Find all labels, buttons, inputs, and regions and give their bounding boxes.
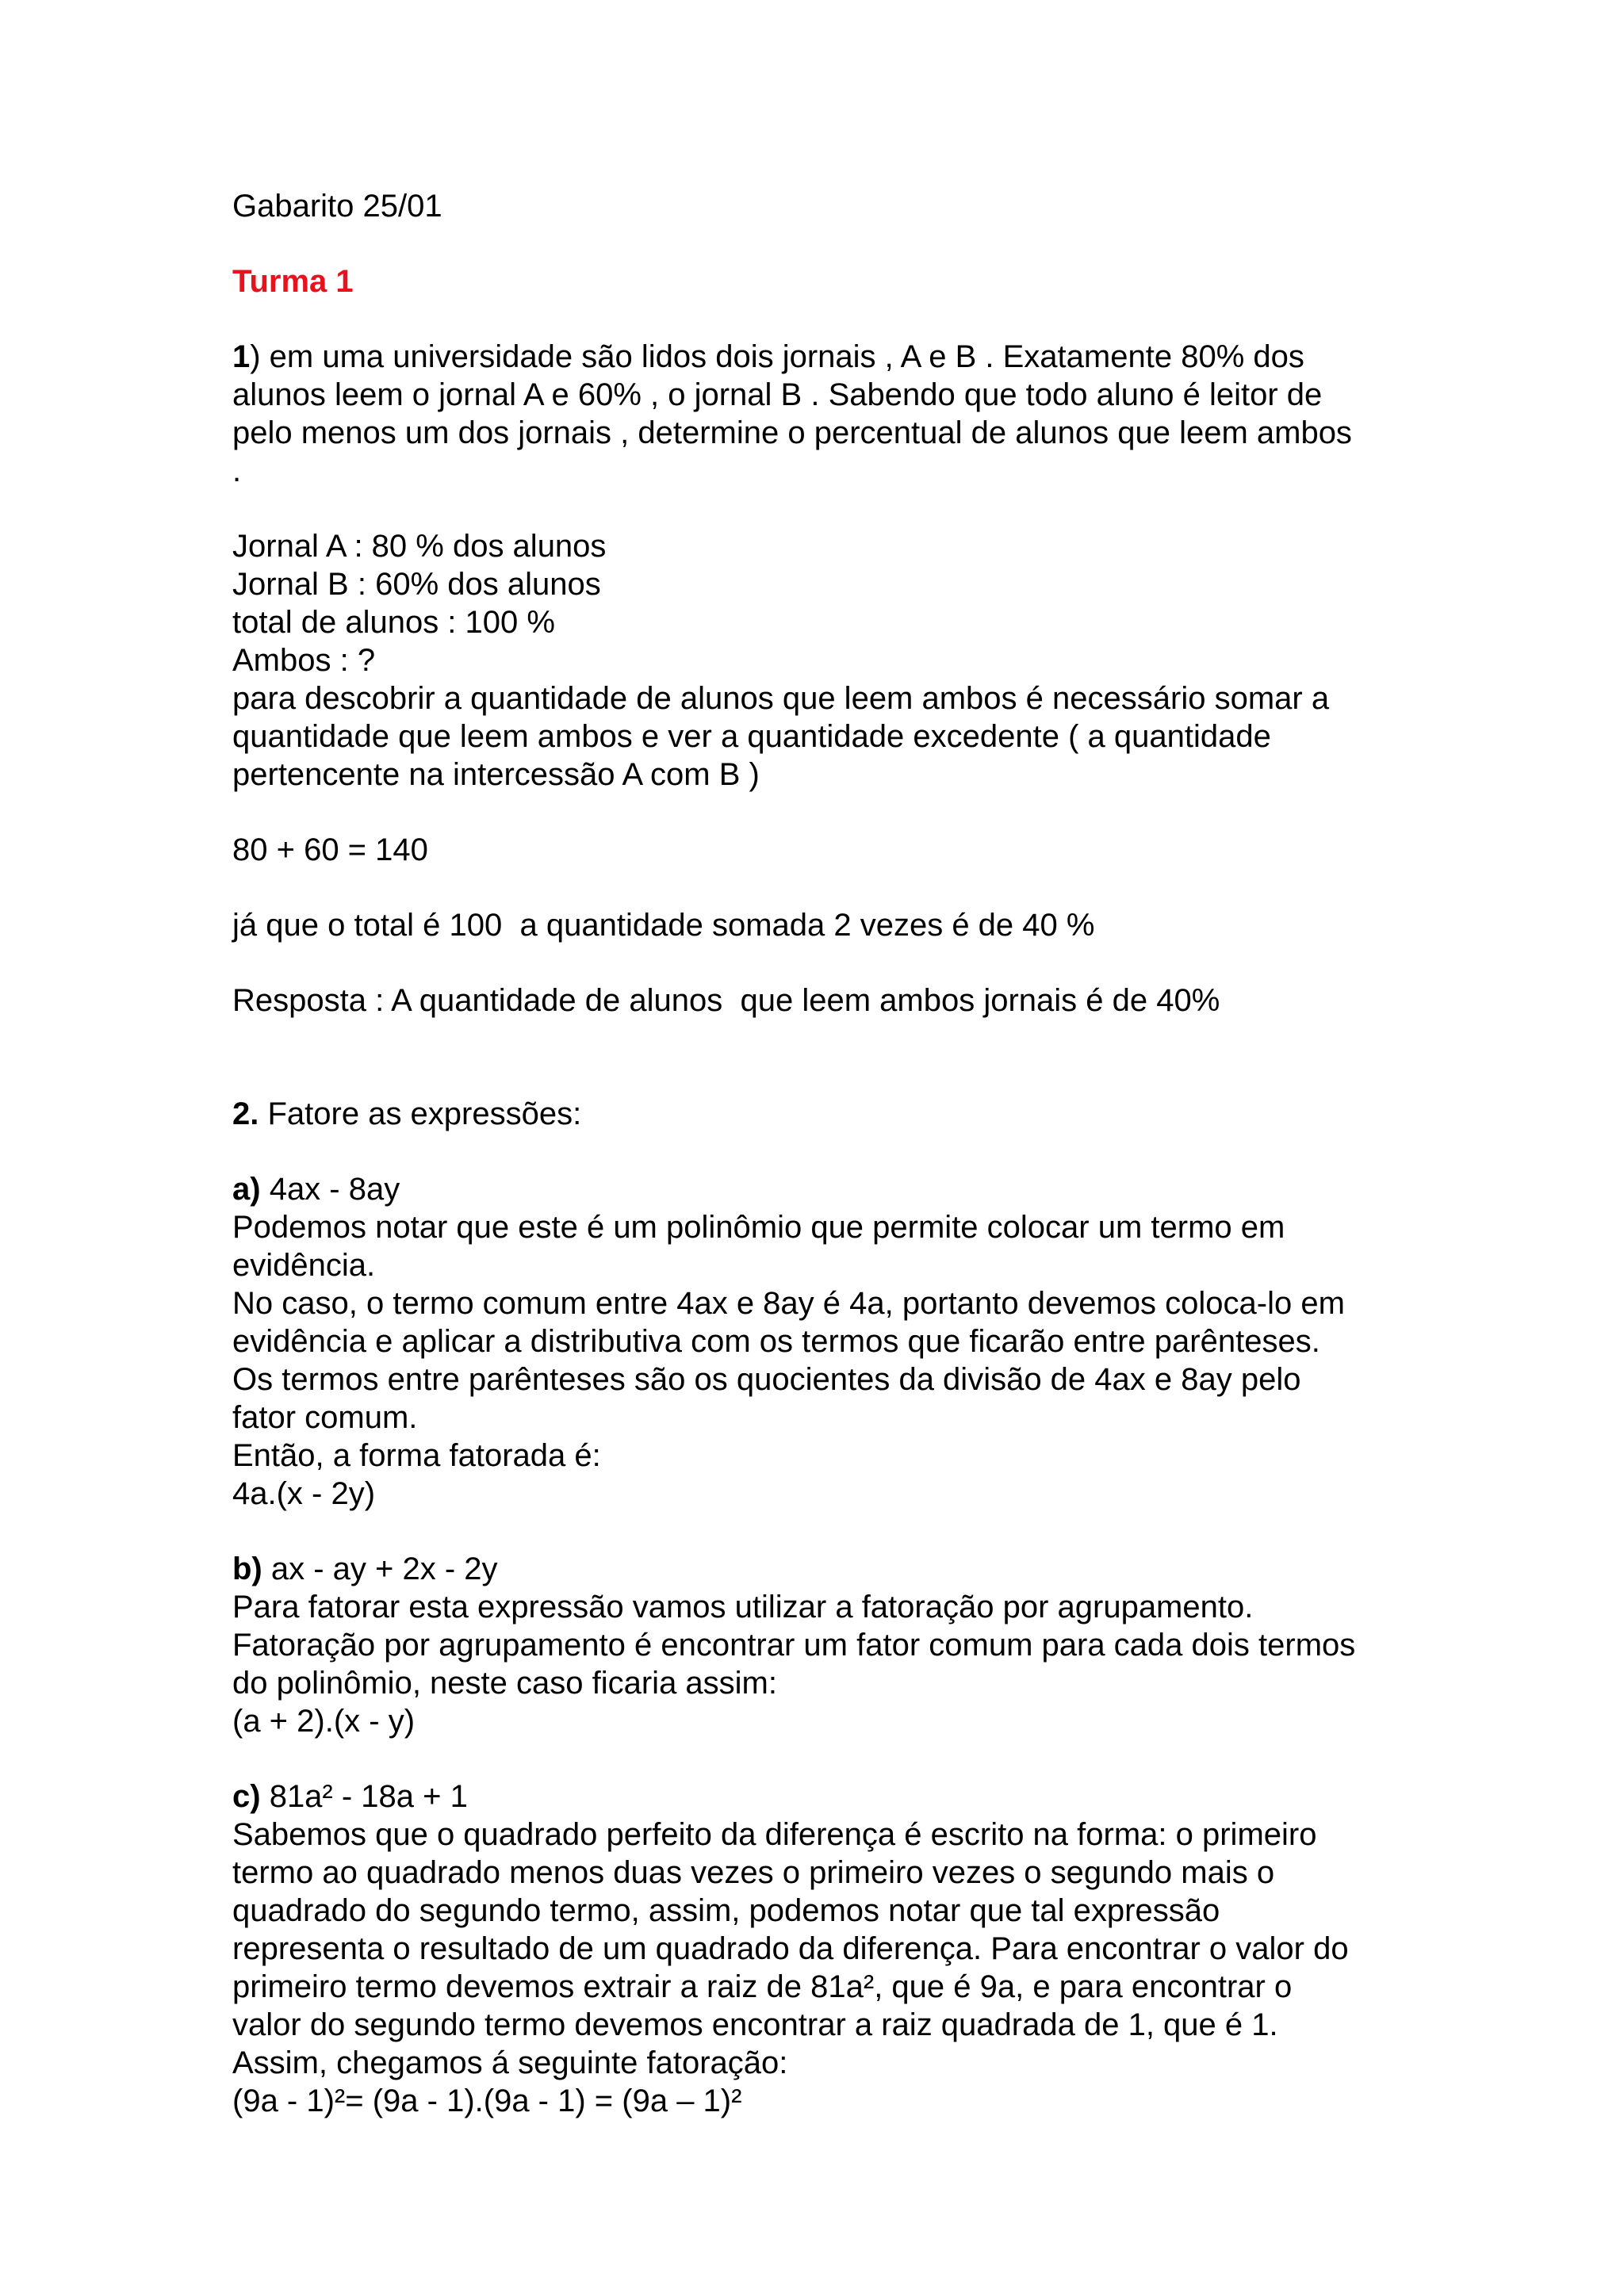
q2c-label: c) (232, 1779, 261, 1814)
q1-data-line: total de alunos : 100 % (232, 605, 555, 640)
q2c-line: Sabemos que o quadrado perfeito da diferença é escrito na forma: o primeiro (232, 1817, 1317, 1852)
question-1 (232, 338, 1438, 1020)
q2b-expression (232, 1550, 1438, 1588)
q2b-line: do polinômio, neste caso ficaria assim: (232, 1666, 777, 1701)
q2a-expression-text: 4ax - 8ay (260, 1172, 400, 1207)
q2b-result: (a + 2).(x - y) (232, 1704, 416, 1739)
q2c-line: representa o resultado de um quadrado da diferença. Para encontrar o valor do (232, 1931, 1349, 1966)
q2b-expression-text: ax - ay + 2x - 2y (262, 1552, 498, 1586)
q1-answer: Resposta : A quantidade de alunos que leem ambos jornais é de 40% (232, 983, 1220, 1018)
q2c-line: quadrado do segundo termo, assim, podemos notar que tal expressão (232, 1893, 1220, 1928)
q1-reasoning: já que o total é 100 a quantidade somada 2 vezes é de 40 % (232, 908, 1095, 943)
q1-statement-line: . (232, 453, 242, 488)
q2a-line: evidência. (232, 1248, 376, 1283)
q1-sum: 80 + 60 = 140 (232, 832, 428, 867)
q2a-line: No caso, o termo comum entre 4ax e 8ay é 4a, portanto devemos coloca-lo em (232, 1286, 1345, 1321)
q2a-line: Os termos entre parênteses são os quocientes da divisão de 4ax e 8ay pelo (232, 1362, 1301, 1397)
q2c-line: Assim, chegamos á seguinte fatoração: (232, 2045, 788, 2080)
q1-data-line: Jornal B : 60% dos alunos (232, 567, 601, 602)
q2-number: 2. (232, 1096, 259, 1131)
q2c-expression (232, 1777, 1438, 1816)
section-heading: Turma 1 (232, 264, 354, 299)
q2a-line: evidência e aplicar a distributiva com os termos que ficarão entre parênteses. (232, 1324, 1320, 1359)
q2b-label: b) (232, 1552, 262, 1586)
q2c-expression-text: 81a² - 18a + 1 (260, 1779, 468, 1814)
q1-number: 1 (232, 339, 251, 374)
q1-statement-line (232, 338, 1438, 376)
question-2 (232, 1095, 1438, 2120)
q2b-line: Para fatorar esta expressão vamos utilizar a fatoração por agrupamento. (232, 1590, 1254, 1624)
q1-statement-text: ) em uma universidade são lidos dois jornais , A e B . Exatamente 80% dos (250, 339, 1304, 374)
q2a-label: a) (232, 1172, 261, 1207)
q1-data-line: pertencente na intercessão A com B ) (232, 757, 760, 792)
q2-item-c (232, 1777, 1438, 2120)
q2-statement (232, 1095, 1438, 1133)
q1-data-line: Jornal A : 80 % dos alunos (232, 529, 607, 564)
q2a-line: Então, a forma fatorada é: (232, 1438, 601, 1473)
q2a-line: Podemos notar que este é um polinômio que permite colocar um termo em (232, 1210, 1285, 1245)
q1-data-line: Ambos : ? (232, 643, 376, 678)
q2c-line: termo ao quadrado menos duas vezes o primeiro vezes o segundo mais o (232, 1855, 1275, 1890)
q2c-line: valor do segundo termo devemos encontrar a raiz quadrada de 1, que é 1. (232, 2007, 1278, 2042)
document-page (232, 187, 1438, 2120)
q2a-expression (232, 1170, 1438, 1208)
q2a-result: 4a.(x - 2y) (232, 1476, 376, 1511)
q2-item-b (232, 1550, 1438, 1740)
q2-item-a (232, 1170, 1438, 1513)
q2c-line: primeiro termo devemos extrair a raiz de 81a², que é 9a, e para encontrar o (232, 1969, 1293, 2004)
q2c-result: (9a - 1)²= (9a - 1).(9a - 1) = (9a – 1)² (232, 2084, 742, 2118)
q1-data-line: para descobrir a quantidade de alunos que leem ambos é necessário somar a (232, 681, 1330, 716)
q2-statement-text: Fatore as expressões: (259, 1096, 582, 1131)
q2a-line: fator comum. (232, 1400, 418, 1435)
q2b-line: Fatoração por agrupamento é encontrar um fator comum para cada dois termos (232, 1628, 1356, 1663)
q1-data-line: quantidade que leem ambos e ver a quantidade excedente ( a quantidade (232, 719, 1271, 754)
document-title: Gabarito 25/01 (232, 189, 442, 224)
q1-statement-line: pelo menos um dos jornais , determine o percentual de alunos que leem ambos (232, 415, 1352, 450)
q1-statement-line: alunos leem o jornal A e 60% , o jornal B . Sabendo que todo aluno é leitor de (232, 377, 1323, 412)
